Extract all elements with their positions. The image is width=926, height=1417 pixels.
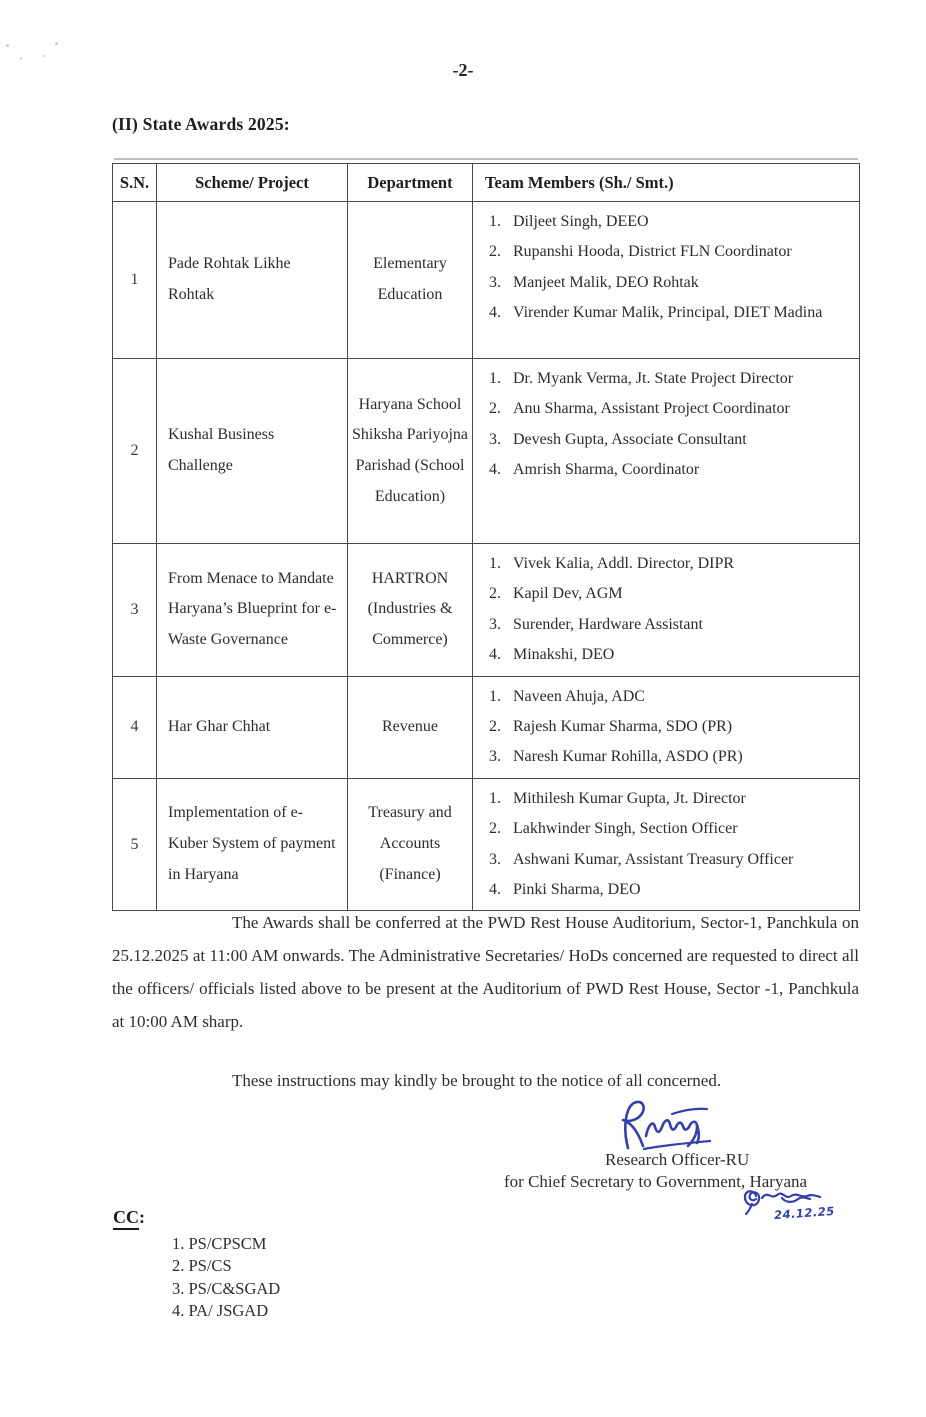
cell-team-members <box>473 544 860 677</box>
cell-scheme-project: Har Ghar Chhat <box>157 676 348 778</box>
cc-list-item: PS/CPSCM <box>188 1234 267 1253</box>
cell-serial-number: 2 <box>113 359 157 544</box>
team-members-list <box>487 784 853 906</box>
cell-scheme-project: From Menace to Mandate Haryana’s Blueprint for e-Waste Governance <box>157 544 348 677</box>
column-header-scheme: Scheme/ Project <box>157 164 348 202</box>
cell-department: Revenue <box>348 676 473 778</box>
team-member-item: Manjeet Malik, DEO Rohtak <box>513 273 699 291</box>
column-header-team: Team Members (Sh./ Smt.) <box>473 164 860 202</box>
cell-serial-number: 5 <box>113 778 157 911</box>
team-member-item: Vivek Kalia, Addl. Director, DIPR <box>513 555 735 572</box>
signatory-for-line: for Chief Secretary to Government, Haryana <box>504 1172 808 1191</box>
awards-table-header <box>113 164 860 202</box>
team-member-item: Rupanshi Hooda, District FLN Coordinator <box>513 243 792 261</box>
awards-table <box>112 163 860 911</box>
column-header-department: Department <box>348 164 473 202</box>
body-paragraph-awards-venue: The Awards shall be conferred at the PWD Rest House Auditorium, Sector-1, Panchkula on 25.12.2025 at 11:00 AM onwards. The Administrative Secretaries/ HoDs concerned are requested to direct all the officers/ officials listed above to be present at the Auditorium of PWD Rest House, Sector -1, Panchkula at 10:00 AM sharp. <box>112 913 859 1031</box>
awards-table-body <box>113 202 860 911</box>
cell-department: HARTRON (Industries & Commerce) <box>348 544 473 677</box>
team-member-item: Virender Kumar Malik, Principal, DIET Madina <box>513 304 823 322</box>
team-members-list <box>487 364 853 486</box>
cell-department: Treasury and Accounts (Finance) <box>348 778 473 911</box>
cell-team-members <box>473 359 860 544</box>
team-member-item: Mithilesh Kumar Gupta, Jt. Director <box>513 789 746 807</box>
scan-speck <box>6 44 9 47</box>
cc-label <box>113 1207 145 1228</box>
awards-table-row <box>113 544 860 677</box>
team-member-item: Lakhwinder Singh, Section Officer <box>513 820 738 838</box>
cc-label-text: CC <box>113 1207 139 1230</box>
cell-team-members <box>473 778 860 911</box>
cell-serial-number: 3 <box>113 544 157 677</box>
cc-list <box>172 1233 280 1323</box>
cc-label-colon: : <box>139 1207 145 1227</box>
team-member-item: Devesh Gupta, Associate Consultant <box>513 430 747 448</box>
team-member-item: Amrish Sharma, Coordinator <box>513 461 700 479</box>
signature-ink <box>612 1096 727 1154</box>
awards-table-row <box>113 359 860 544</box>
awards-table-row <box>113 202 860 359</box>
cc-list-item: PS/C&SGAD <box>188 1278 281 1298</box>
cell-department: Haryana School Shiksha Pariyojna Parishad (School Education) <box>348 359 473 544</box>
cell-team-members <box>473 202 860 359</box>
section-heading: (II) State Awards 2025: <box>112 114 290 134</box>
cell-serial-number: 1 <box>113 202 157 359</box>
team-members-list <box>487 549 853 671</box>
awards-table-row <box>113 676 860 778</box>
handwritten-date: 24.12.25 <box>773 1203 836 1223</box>
cc-list-item: PS/CS <box>188 1256 232 1276</box>
page-number: -2- <box>452 60 474 80</box>
awards-table-row <box>113 778 860 911</box>
signatory-title: Research Officer-RU <box>605 1150 750 1169</box>
team-members-list <box>487 207 853 329</box>
team-member-item: Dr. Myank Verma, Jt. State Project Director <box>513 370 794 387</box>
team-member-item: Naresh Kumar Rohilla, ASDO (PR) <box>513 748 743 766</box>
team-members-list <box>487 682 853 773</box>
team-member-item: Anu Sharma, Assistant Project Coordinator <box>513 400 790 418</box>
team-member-item: Minakshi, DEO <box>513 646 615 664</box>
team-member-item: Naveen Ahuja, ADC <box>513 687 645 705</box>
cell-serial-number: 4 <box>113 676 157 778</box>
cell-scheme-project: Implementation of e-Kuber System of payment in Haryana <box>157 778 348 911</box>
team-member-item: Kapil Dev, AGM <box>513 585 623 603</box>
cell-department: Elementary Education <box>348 202 473 359</box>
scan-speck <box>43 55 45 57</box>
cell-scheme-project: Pade Rohtak Likhe Rohtak <box>157 202 348 359</box>
team-member-item: Ashwani Kumar, Assistant Treasury Officer <box>513 850 794 868</box>
cell-team-members <box>473 676 860 778</box>
body-paragraph-instructions: These instructions may kindly be brought to the notice of all concerned. <box>232 1071 722 1090</box>
cc-list-item: PA/ JSGAD <box>188 1301 269 1321</box>
team-member-item: Rajesh Kumar Sharma, SDO (PR) <box>513 717 733 735</box>
team-member-item: Diljeet Singh, DEEO <box>513 213 649 230</box>
team-member-item: Pinki Sharma, DEO <box>513 880 641 898</box>
team-member-item: Surender, Hardware Assistant <box>513 615 703 633</box>
column-header-sn: S.N. <box>113 164 157 202</box>
cell-scheme-project: Kushal Business Challenge <box>157 359 348 544</box>
scan-ghost-line <box>114 158 858 160</box>
scan-speck <box>55 42 58 45</box>
